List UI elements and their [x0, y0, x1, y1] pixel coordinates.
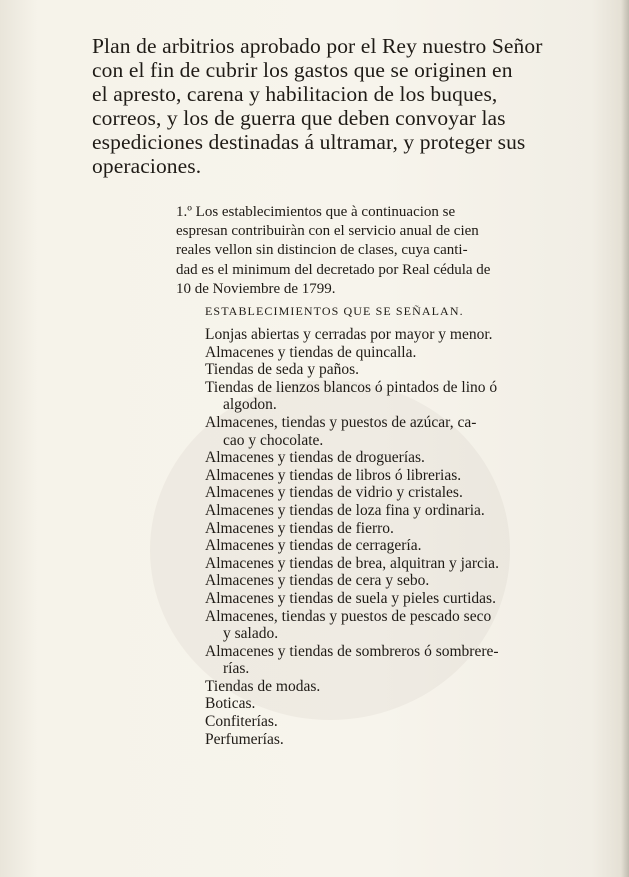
list-item — [205, 608, 535, 643]
list-item-continuation: cao y chocolate. — [223, 431, 324, 449]
title-line: con el fin de cubrir los gastos que se originen en — [92, 58, 513, 82]
list-item-text: Tiendas de modas. — [205, 677, 321, 695]
list-item — [205, 344, 535, 362]
list-item — [205, 695, 535, 713]
list-item-continuation: y salado. — [223, 625, 279, 643]
list-item — [205, 590, 535, 608]
paragraph-line: 10 de Noviembre de 1799. — [176, 280, 336, 297]
title-line: espediciones destinadas á ultramar, y proteger sus — [92, 130, 526, 154]
list-item-text: Lonjas abiertas y cerradas por mayor y menor. — [205, 326, 493, 343]
list-item-continuation: rías. — [223, 660, 250, 678]
list-item-text: Almacenes y tiendas de libros ó librerias. — [205, 466, 462, 484]
establishments-list — [205, 326, 535, 748]
list-item — [205, 520, 535, 538]
list-item — [205, 713, 535, 731]
list-item-text: Almacenes y tiendas de quincalla. — [205, 343, 417, 361]
list-item-text: Tiendas de seda y paños. — [205, 361, 359, 379]
list-item — [205, 484, 535, 502]
list-item-text: Almacenes y tiendas de brea, alquitran y jarcia. — [205, 554, 499, 572]
page-edge-shadow — [621, 0, 629, 877]
list-item — [205, 572, 535, 590]
list-item-text: Almacenes y tiendas de droguerías. — [205, 449, 425, 467]
list-item-text: Almacenes y tiendas de cerragería. — [205, 537, 422, 555]
list-item — [205, 731, 535, 749]
list-item-text: Almacenes y tiendas de suela y pieles curtidas. — [205, 589, 496, 607]
list-item-text: Almacenes, tiendas y puestos de azúcar, ca- — [205, 413, 477, 431]
list-item — [205, 467, 535, 485]
title-line: Plan de arbitrios aprobado por el Rey nuestro Señor — [92, 34, 543, 58]
title-line: correos, y los de guerra que deben convoyar las — [92, 106, 506, 130]
paragraph-line: 1.º Los establecimientos que à continuacion se — [176, 204, 456, 220]
list-item-text: Almacenes, tiendas y puestos de pescado seco — [205, 607, 492, 625]
list-item-text: Almacenes y tiendas de cera y sebo. — [205, 572, 430, 590]
list-item-text: Tiendas de lienzos blancos ó pintados de lino ó — [205, 378, 498, 396]
list-item-text: Almacenes y tiendas de vidrio y cristales. — [205, 484, 463, 502]
list-item — [205, 449, 535, 467]
list-item-text: Almacenes y tiendas de fierro. — [205, 519, 394, 537]
list-item — [205, 537, 535, 555]
list-item — [205, 361, 535, 379]
list-item-text: Almacenes y tiendas de loza fina y ordinaria. — [205, 501, 485, 519]
list-item — [205, 326, 535, 344]
list-item — [205, 643, 535, 678]
section-heading: ESTABLECIMIENTOS QUE SE SEÑALAN. — [205, 304, 464, 318]
list-item — [205, 502, 535, 520]
list-item-text: Confiterías. — [205, 713, 278, 731]
title-line: el apresto, carena y habilitacion de los buques, — [92, 82, 498, 106]
list-item-text: Perfumerías. — [205, 730, 284, 748]
list-item — [205, 678, 535, 696]
title-line: operaciones. — [92, 154, 202, 178]
paragraph-line: reales vellon sin distincion de clases, cuya canti- — [176, 242, 468, 259]
list-item — [205, 379, 535, 414]
list-item-continuation: algodon. — [223, 396, 277, 414]
list-item — [205, 555, 535, 573]
article-one-paragraph — [176, 203, 528, 299]
list-item-text: Almacenes y tiendas de sombreros ó sombrere- — [205, 642, 499, 660]
list-item — [205, 414, 535, 449]
document-title — [92, 34, 562, 178]
paragraph-line: dad es el minimum del decretado por Real cédula de — [176, 261, 491, 278]
list-item-text: Boticas. — [205, 695, 256, 713]
paragraph-line: espresan contribuiràn con el servicio anual de cien — [176, 223, 479, 240]
